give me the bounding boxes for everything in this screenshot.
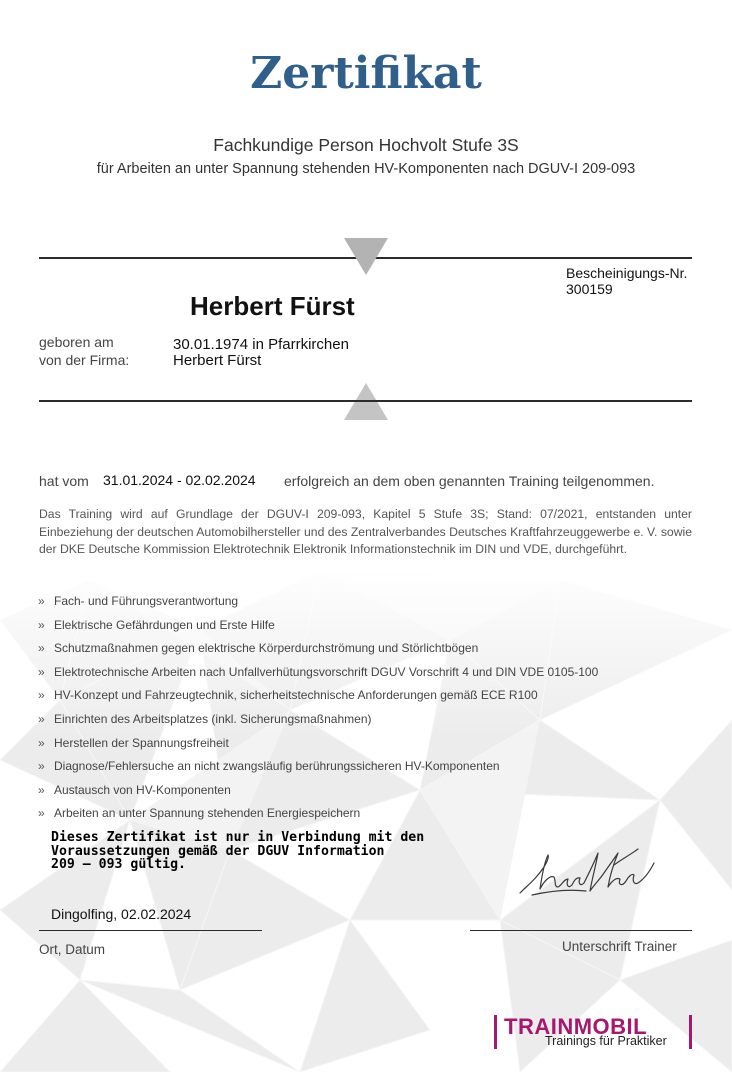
signature-line [470,930,692,931]
place-date-line [39,930,262,931]
place-date-label: Ort, Datum [39,942,106,957]
topic-text: Herstellen der Spannungsfreiheit [54,735,229,750]
list-item [38,614,598,638]
qualification-title: Fachkundige Person Hochvolt Stufe 3S [213,135,519,155]
born-value: 30.01.1974 in Pfarrkirchen [173,336,349,353]
topic-text: Schutzmaßnahmen gegen elektrische Körperdurchströmung und Störlichtbögen [54,641,479,656]
logo-bar-left [494,1015,497,1049]
logo-tagline: Trainings für Praktiker [545,1034,667,1048]
topic-text: Elektrische Gefährdungen und Erste Hilfe [54,617,275,632]
topic-text: Diagnose/Fehlersuche an nicht zwangsläufig berührungssicheren HV-Komponenten [54,759,500,774]
list-item [38,802,598,826]
list-item [38,779,598,803]
topic-text: Arbeiten an unter Spannung stehenden Energiespeichern [54,806,361,821]
trainer-signature [514,845,659,905]
result-text: erfolgreich an dem oben genannten Training teilgenommen. [284,473,655,489]
bullet-icon: » [38,782,45,797]
training-period: 31.01.2024 - 02.02.2024 [103,472,256,488]
bullet-icon: » [38,594,45,608]
training-description: Das Training wird auf Grundlage der DGUV-I 209-093, Kapitel 5 Stufe 3S; Stand: 07/2021, entstanden unter Einbeziehung der deutschen Automobilhersteller und des Zentralverbandes Deutsches Kraftfahrzeuggewerbe e. V. sowie der DKE Deutsche Kommission Elektrotechnik Elektronik Informationstechnik im DIN und VDE, durchgeführt. [39,507,692,556]
topic-text: Einrichten des Arbeitsplatzes (inkl. Sicherungsmaßnahmen) [54,711,372,726]
bullet-icon: » [38,806,45,821]
place-date: Dingolfing, 02.02.2024 [51,906,192,922]
bullet-icon: » [38,664,45,679]
list-item [38,684,598,708]
company-value: Herbert Fürst [173,352,262,369]
list-item [38,708,598,732]
period-label: hat vom [39,473,89,489]
list-item [38,755,598,779]
notice-line: Dieses Zertifikat ist nur in Verbindung mit den [51,830,425,845]
list-item [38,637,598,661]
certificate-title: Zertifikat [250,48,482,99]
certificate-number-label: Bescheinigungs-Nr. [566,265,688,281]
lower-divider [39,400,692,402]
logo-name: TRAINMOBIL [504,1014,648,1039]
validity-notice [51,831,481,872]
topics-list [38,590,598,826]
company-label: von der Firma: [39,352,130,368]
topic-text: HV-Konzept und Fahrzeugtechnik, sicherheitstechnische Anforderungen gemäß ECE R100 [54,688,538,703]
up-triangle-icon [344,383,388,420]
trainmobil-logo [494,1014,692,1048]
bullet-icon: » [38,641,45,656]
bullet-icon: » [38,617,45,632]
notice-line: 209 – 093 gültig. [51,857,186,872]
bullet-icon: » [38,759,45,774]
bullet-icon: » [38,711,45,726]
bullet-icon: » [38,688,45,703]
qualification-scope: für Arbeiten an unter Spannung stehenden HV-Komponenten nach DGUV-I 209-093 [96,161,636,177]
list-item [38,590,598,614]
bullet-icon: » [38,735,45,750]
certificate-number-block [566,265,687,297]
born-label: geboren am [39,334,114,350]
topic-text: Austausch von HV-Komponenten [54,782,231,797]
topic-text: Elektrotechnische Arbeiten nach Unfallverhütungsvorschrift DGUV Vorschrift 4 und DIN VDE 0105-100 [54,664,599,679]
topic-text: Fach- und Führungsverantwortung [54,594,239,608]
list-item [38,661,598,685]
list-item [38,732,598,756]
signature-label: Unterschrift Trainer [562,939,677,954]
notice-line: Voraussetzungen gemäß der DGUV Information [51,843,385,859]
certificate-number: 300159 [566,281,613,297]
holder-name: Herbert Fürst [190,291,355,321]
logo-bar-right [689,1015,692,1049]
down-triangle-icon [344,238,388,275]
